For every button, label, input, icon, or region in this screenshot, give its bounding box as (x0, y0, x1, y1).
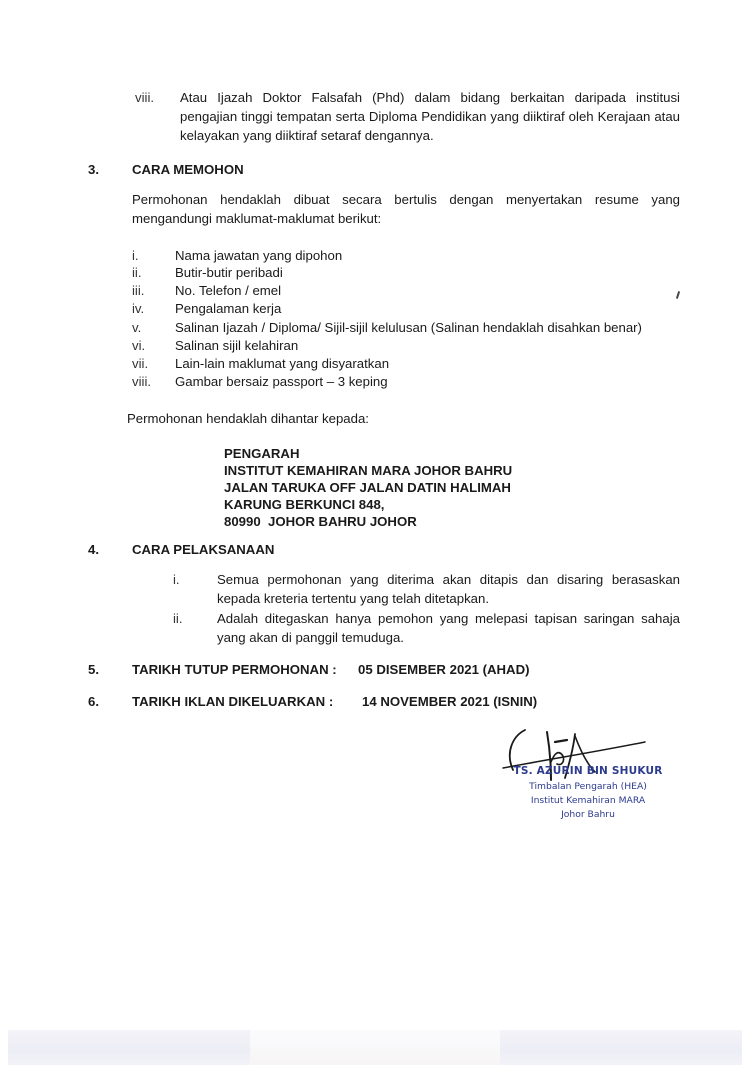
list-item-text: Butir-butir peribadi (175, 265, 283, 280)
signatory-location: Johor Bahru (561, 809, 615, 820)
address-line: JALAN TARUKA OFF JALAN DATIN HALIMAH (224, 480, 511, 495)
address-line: KARUNG BERKUNCI 848, (224, 497, 385, 512)
signatory-name: TS. AZURIN BIN SHUKUR (513, 765, 663, 777)
section-intro: Permohonan hendaklah dibuat secara bertulis dengan menyertakan resume yang mengandungi maklumat-maklumat berikut: (132, 192, 680, 226)
issue-date-value: 14 NOVEMBER 2021 (ISNIN) (362, 694, 538, 709)
signatory-organization: Institut Kemahiran MARA (530, 795, 646, 806)
list-number: vii. (132, 356, 149, 371)
send-to-label: Permohonan hendaklah dihantar kepada: (127, 411, 369, 426)
address-line: INSTITUT KEMAHIRAN MARA JOHOR BAHRU (224, 463, 513, 478)
list-number: ii. (132, 265, 142, 280)
list-number: vi. (132, 338, 146, 353)
list-item-text: Salinan Ijazah / Diploma/ Sijil-sijil kelulusan (Salinan hendaklah disahkan benar) (175, 320, 642, 335)
list-item-text: Adalah ditegaskan hanya pemohon yang melepasi tapisan saringan sahaja yang akan di panggil temuduga. (217, 611, 680, 645)
address-line: 80990 JOHOR BAHRU JOHOR (224, 514, 417, 529)
list-item-text: No. Telefon / emel (175, 283, 282, 298)
list-number: i. (173, 572, 180, 587)
issue-date-label: TARIKH IKLAN DIKELUARKAN : (132, 694, 334, 709)
section-number: 5. (88, 662, 99, 677)
list-number: i. (132, 248, 139, 263)
address-line: PENGARAH (224, 446, 300, 461)
closing-date-label: TARIKH TUTUP PERMOHONAN : (132, 662, 337, 677)
section-number: 4. (88, 542, 99, 557)
scan-speck (676, 291, 680, 299)
scan-bottom-edge-highlight (250, 1030, 500, 1065)
section-title: CARA PELAKSANAAN (132, 542, 275, 557)
section-number: 3. (88, 162, 99, 177)
list-item-text: Atau Ijazah Doktor Falsafah (Phd) dalam bidang berkaitan daripada institusi pengajian tinggi tempatan serta Diploma Pendidikan yang diiktiraf oleh Kerajaan atau kelayakan yang diiktiraf setaraf dengannya. (180, 90, 680, 143)
list-number: viii. (135, 90, 155, 105)
list-number: viii. (132, 374, 152, 389)
list-number: iv. (132, 301, 145, 316)
list-item-text: Pengalaman kerja (175, 301, 282, 316)
list-item-text: Lain-lain maklumat yang disyaratkan (175, 356, 390, 371)
list-number: iii. (132, 283, 145, 298)
list-number: v. (132, 320, 142, 335)
list-item-text: Nama jawatan yang dipohon (175, 248, 343, 263)
signatory-title: Timbalan Pengarah (HEA) (529, 781, 647, 792)
list-item-text: Gambar bersaiz passport – 3 keping (175, 374, 388, 389)
closing-date-value: 05 DISEMBER 2021 (AHAD) (358, 662, 530, 677)
list-item-text: Semua permohonan yang diterima akan ditapis dan disaring berasaskan kepada kreteria tertentu yang telah ditetapkan. (217, 572, 680, 606)
section-title: CARA MEMOHON (132, 162, 244, 177)
list-item-text: Salinan sijil kelahiran (175, 338, 299, 353)
signature-block (495, 722, 680, 827)
section-number: 6. (88, 694, 99, 709)
list-number: ii. (173, 611, 183, 626)
